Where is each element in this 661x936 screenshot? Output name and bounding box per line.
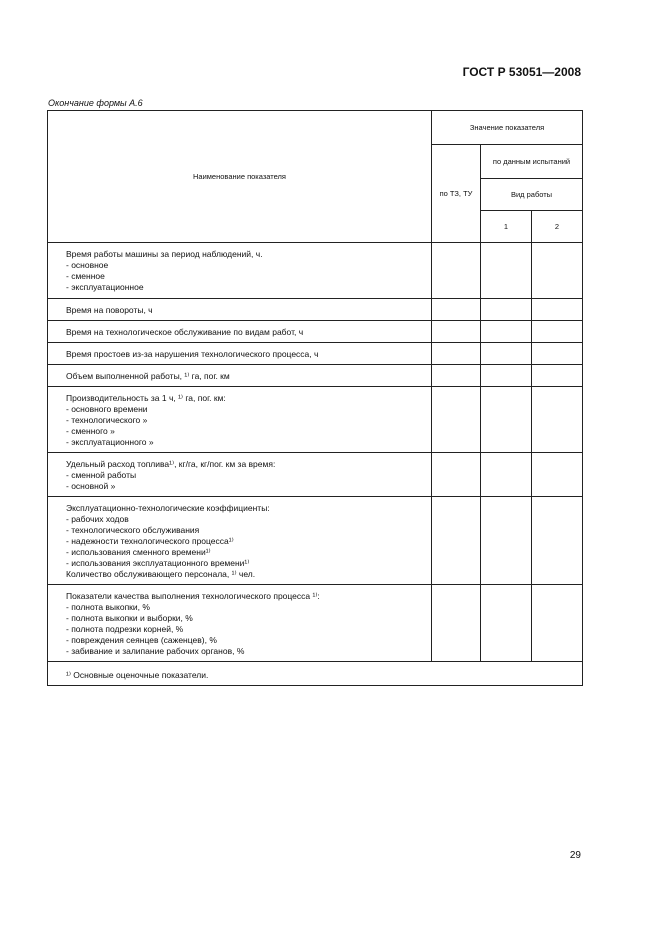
row-text-line: - забивание и залипание рабочих органов, %	[66, 646, 245, 656]
row-text-line: - полнота подрезки корней, %	[66, 624, 184, 634]
value-cell	[481, 453, 532, 497]
row-text-line: - технологического »	[66, 415, 148, 425]
row-name-cell	[48, 585, 432, 662]
row-text-line: - сменное	[66, 271, 105, 281]
row-text-line: - основного времени	[66, 404, 148, 414]
row-name-cell	[48, 299, 432, 321]
value-cell	[532, 321, 583, 343]
value-cell	[532, 299, 583, 321]
table-row	[48, 365, 583, 387]
header-indicator-value: Значение показателя	[432, 111, 583, 145]
value-cell	[432, 243, 481, 299]
table-row	[48, 387, 583, 453]
value-cell	[432, 387, 481, 453]
row-text-line: - рабочих ходов	[66, 514, 129, 524]
value-cell	[432, 585, 481, 662]
table-row	[48, 585, 583, 662]
document-code: ГОСТ Р 53051—2008	[462, 65, 581, 79]
value-cell	[432, 453, 481, 497]
value-cell	[532, 497, 583, 585]
value-cell	[532, 365, 583, 387]
value-cell	[432, 365, 481, 387]
row-text-line: - сменной работы	[66, 470, 137, 480]
row-text-line: - полнота выкопки, %	[66, 602, 150, 612]
row-text-line: - технологического обслуживания	[66, 525, 200, 535]
header-work-2: 2	[532, 211, 583, 243]
value-cell	[532, 343, 583, 365]
value-cell	[481, 387, 532, 453]
row-text-line: - основной »	[66, 481, 116, 491]
row-text-line: - полнота выкопки и выборки, %	[66, 613, 193, 623]
table-row	[48, 497, 583, 585]
table-caption: Окончание формы А.6	[48, 98, 143, 108]
value-cell	[532, 453, 583, 497]
row-name-cell	[48, 343, 432, 365]
table-row	[48, 243, 583, 299]
row-text-line: Время простоев из-за нарушения технологического процесса, ч	[66, 349, 319, 359]
row-text-line: Время на повороты, ч	[66, 305, 153, 315]
row-text-line: Объем выполненной работы, ¹⁾ га, пог. км	[66, 371, 230, 381]
footnote: ¹⁾ Основные оценочные показатели.	[48, 662, 583, 686]
header-work-1: 1	[481, 211, 532, 243]
indicators-table	[47, 110, 583, 686]
row-name-cell	[48, 243, 432, 299]
row-text-line: - эксплуатационного »	[66, 437, 154, 447]
value-cell	[481, 365, 532, 387]
header-indicator-name: Наименование показателя	[48, 111, 432, 243]
value-cell	[532, 243, 583, 299]
page-number: 29	[569, 850, 581, 861]
row-text-line: Показатели качества выполнения технологического процесса ¹⁾:	[66, 591, 320, 601]
value-cell	[481, 243, 532, 299]
row-text-line: Время на технологическое обслуживание по видам работ, ч	[66, 327, 304, 337]
row-text-line: - сменного »	[66, 426, 115, 436]
table-row	[48, 343, 583, 365]
value-cell	[432, 299, 481, 321]
row-text-line: - использования сменного времени¹⁾	[66, 547, 211, 557]
value-cell	[481, 585, 532, 662]
row-text-line: Удельный расход топлива¹⁾, кг/га, кг/пог. км за время:	[66, 459, 276, 469]
row-name-cell	[48, 321, 432, 343]
row-text-line: Время работы машины за период наблюдений, ч.	[66, 249, 263, 259]
row-name-cell	[48, 365, 432, 387]
row-text-line: Количество обслуживающего персонала, ¹⁾ чел.	[66, 569, 256, 579]
header-test-data: по данным испытаний	[481, 145, 583, 179]
row-text-line: - использования эксплуатационного времени¹⁾	[66, 558, 250, 568]
value-cell	[481, 343, 532, 365]
value-cell	[481, 321, 532, 343]
row-text-line: Производительность за 1 ч, ¹⁾ га, пог. км:	[66, 393, 226, 403]
value-cell	[532, 387, 583, 453]
value-cell	[532, 585, 583, 662]
table-row	[48, 299, 583, 321]
header-work-type: Вид работы	[481, 179, 583, 211]
value-cell	[432, 343, 481, 365]
table-row	[48, 321, 583, 343]
value-cell	[432, 321, 481, 343]
row-text-line: - эксплуатационное	[66, 282, 144, 292]
row-text-line: - надежности технологического процесса¹⁾	[66, 536, 234, 546]
value-cell	[432, 497, 481, 585]
row-name-cell	[48, 453, 432, 497]
header-by-tz-tu: по ТЗ, ТУ	[432, 145, 481, 243]
value-cell	[481, 299, 532, 321]
table-row	[48, 453, 583, 497]
row-text-line: Эксплуатационно-технологические коэффициенты:	[66, 503, 270, 513]
row-text-line: - повреждения сеянцев (саженцев), %	[66, 635, 217, 645]
footnote-row	[48, 662, 583, 686]
row-name-cell	[48, 497, 432, 585]
row-text-line: - основное	[66, 260, 109, 270]
row-name-cell	[48, 387, 432, 453]
value-cell	[481, 497, 532, 585]
